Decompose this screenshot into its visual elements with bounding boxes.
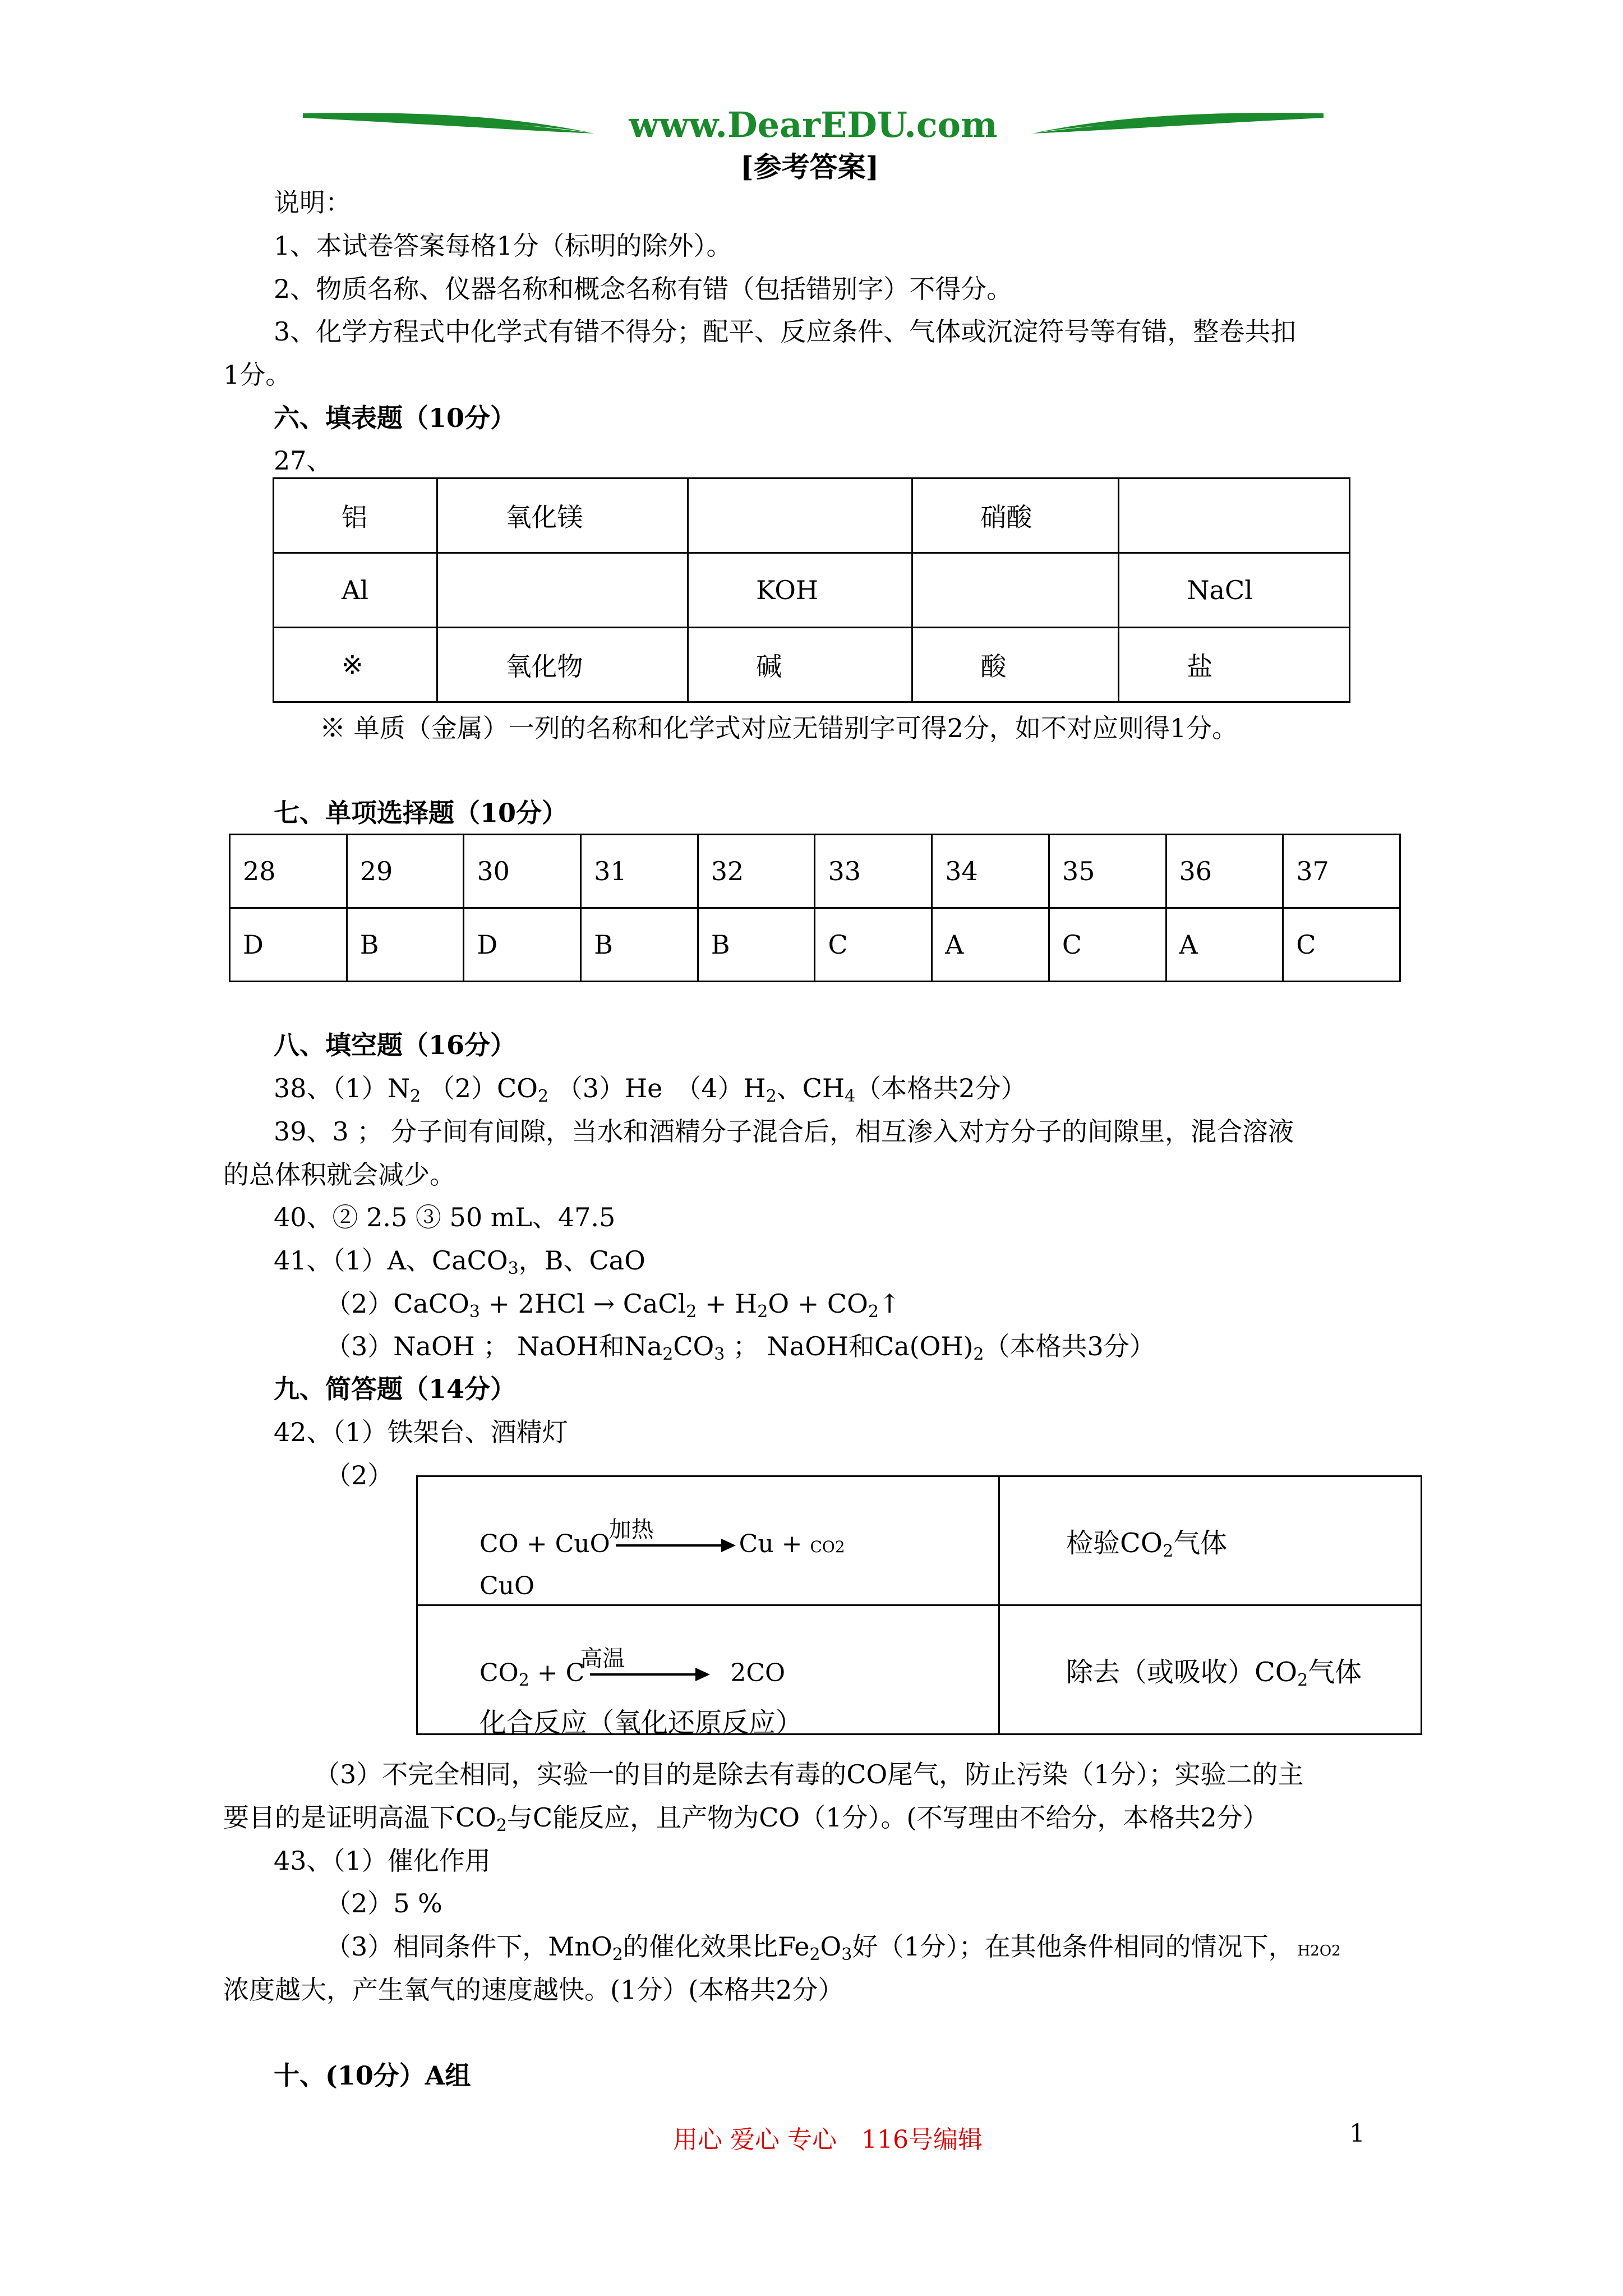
table-cell: [417, 1476, 999, 1605]
equation-reactants: CO: [479, 1658, 519, 1687]
q43-line-3a: （3）相同条件下，MnO$_2$的催化效果比$Fe_2O_3$好（1分）；在其他条件相同的情况下， H2O2: [325, 1931, 1341, 1964]
table-cell: D: [230, 908, 347, 982]
q40-line: 40、② 2.5 ③ 50 mL、47.5: [274, 1202, 616, 1232]
q39-line-b: 的总体积就会减少。: [223, 1159, 455, 1190]
table-cell: 33: [815, 835, 932, 908]
table-row: [274, 478, 1350, 553]
table-row: [230, 908, 1400, 982]
table-cell: D: [464, 908, 581, 982]
choice-answer-table: [229, 834, 1401, 982]
note-1: 1、本试卷答案每格1分（标明的除外）。: [274, 231, 732, 261]
page-title: [参考答案]: [740, 150, 879, 183]
table-cell: $CO_2 + C$ 高温 2CO 化合反应（氧化还原反应）: [417, 1605, 999, 1734]
table-cell: 37: [1283, 835, 1400, 908]
reaction-type: 化合反应（氧化还原反应）: [479, 1706, 803, 1738]
table-row: [274, 553, 1350, 628]
table-cell: 盐: [1187, 651, 1213, 682]
table-cell: B: [347, 908, 464, 982]
q41-line-3: （3）NaOH ； NaOH和$Na_2CO_3$ ； NaOH和$Ca(OH)_2$（本格共3分）: [325, 1331, 1155, 1364]
table-row: [417, 1476, 1422, 1605]
footer-text: 用心 爱心 专心 116号编辑: [673, 2125, 983, 2154]
table-cell: B: [698, 908, 815, 982]
q39-line-a: 39、3 ； 分子间有间隙，当水和酒精分子混合后，相互渗入对方分子的间隙里，混合溶液: [274, 1116, 1294, 1147]
table-cell: 28: [230, 835, 347, 908]
q42-line-1: 42、（1）铁架台、酒精灯: [274, 1417, 568, 1447]
section-9-heading: 九、简答题（14分）: [274, 1374, 517, 1404]
section-6-heading: 六、填表题（10分）: [274, 403, 517, 433]
table-cell: A: [932, 908, 1049, 982]
table-cell: 36: [1166, 835, 1283, 908]
q42-line-3b: 要目的是证明高温下$CO_2$与C能反应，且产物为CO（1分）。(不写理由不给分，本格共2分）: [223, 1802, 1269, 1835]
table-cell: C: [1049, 908, 1166, 982]
table-cell: 检验$CO_2$气体: [999, 1476, 1422, 1605]
q27-footnote: ※ 单质（金属）一列的名称和化学式对应无错别字可得2分，如不对应则得1分。: [320, 713, 1238, 743]
table-row: [230, 835, 1400, 908]
table-cell: 35: [1049, 835, 1166, 908]
table-cell: B: [581, 908, 698, 982]
table-cell: 29: [347, 835, 464, 908]
site-name: www.DearEDU.com: [629, 104, 998, 145]
table-cell: KOH: [756, 575, 819, 605]
table-cell: 氧化物: [505, 651, 583, 682]
reaction-condition: 加热: [608, 1517, 654, 1543]
q42-table: [416, 1475, 1422, 1738]
table-cell: C: [1283, 908, 1400, 982]
q41-line-1: 41、（1）A、CaCO$_3$，B、CaO: [274, 1245, 645, 1278]
table-cell: Al: [342, 575, 368, 605]
table-cell: 铝: [342, 502, 367, 532]
reaction-arrow: [580, 1646, 708, 1676]
note-3b: 1分。: [223, 360, 292, 390]
q42-line-3a: （3）不完全相同，实验一的目的是除去有毒的CO尾气，防止污染（1分）；实验二的主: [314, 1759, 1304, 1789]
table-cell: 30: [464, 835, 581, 908]
notes-label: 说明：: [274, 187, 351, 218]
equation-products: 2CO: [730, 1658, 786, 1687]
reaction-arrow: [608, 1517, 734, 1547]
equation-note: CuO: [479, 1571, 535, 1600]
table-cell: NaCl: [1187, 575, 1253, 605]
note-3a: 3、化学方程式中化学式有错不得分；配平、反应条件、气体或沉淀符号等有错，整卷共扣: [274, 316, 1297, 347]
section-8-heading: 八、填空题（16分）: [274, 1030, 517, 1060]
table-cell: 34: [932, 835, 1049, 908]
q43-line-1: 43、（1）催化作用: [274, 1846, 491, 1876]
table-cell: 氧化镁: [505, 502, 583, 532]
table-cell: A: [1166, 908, 1283, 982]
equation-reactants: CO + CuO: [479, 1529, 610, 1558]
table-cell: 32: [698, 835, 815, 908]
q27-number: 27、: [274, 445, 333, 476]
section-10-heading: 十、(10分）A组: [274, 2060, 471, 2091]
q43-line-3b: 浓度越大，产生氧气的速度越快。(1分）(本格共2分）: [223, 1975, 844, 2005]
note-2: 2、物质名称、仪器名称和概念名称有错（包括错别字）不得分。: [274, 274, 1013, 304]
table-cell: 碱: [756, 651, 782, 682]
q27-table: [273, 477, 1350, 703]
q43-line-2: （2）5 %: [325, 1888, 442, 1918]
table-cell: 除去（或吸收）$CO_2$气体: [999, 1605, 1422, 1734]
table-row: [274, 628, 1350, 702]
equation-product-small: CO2: [810, 1537, 845, 1556]
table-cell: ※: [342, 650, 363, 680]
table-cell: C: [815, 908, 932, 982]
table-cell: 酸: [980, 651, 1007, 682]
table-row: [417, 1605, 1422, 1734]
reaction-condition: 高温: [580, 1646, 625, 1672]
q41-line-2: （2）CaCO$_3$ + 2HCl → CaCl$_2$ + $H_2O$ + $CO_2↑$: [325, 1289, 901, 1322]
equation-products: Cu +: [739, 1529, 810, 1558]
section-7-heading: 七、单项选择题（10分）: [274, 798, 568, 828]
table-cell: 31: [581, 835, 698, 908]
q38-line: 38、$(1)N_2$ $(2)CO_2$ （3）He $(4)H_2$、$CH_4$（本格共2分）: [274, 1073, 1027, 1106]
page-number: 1: [1349, 2119, 1365, 2148]
q42-line-2: （2）: [325, 1460, 394, 1490]
table-cell: 硝酸: [980, 502, 1032, 532]
